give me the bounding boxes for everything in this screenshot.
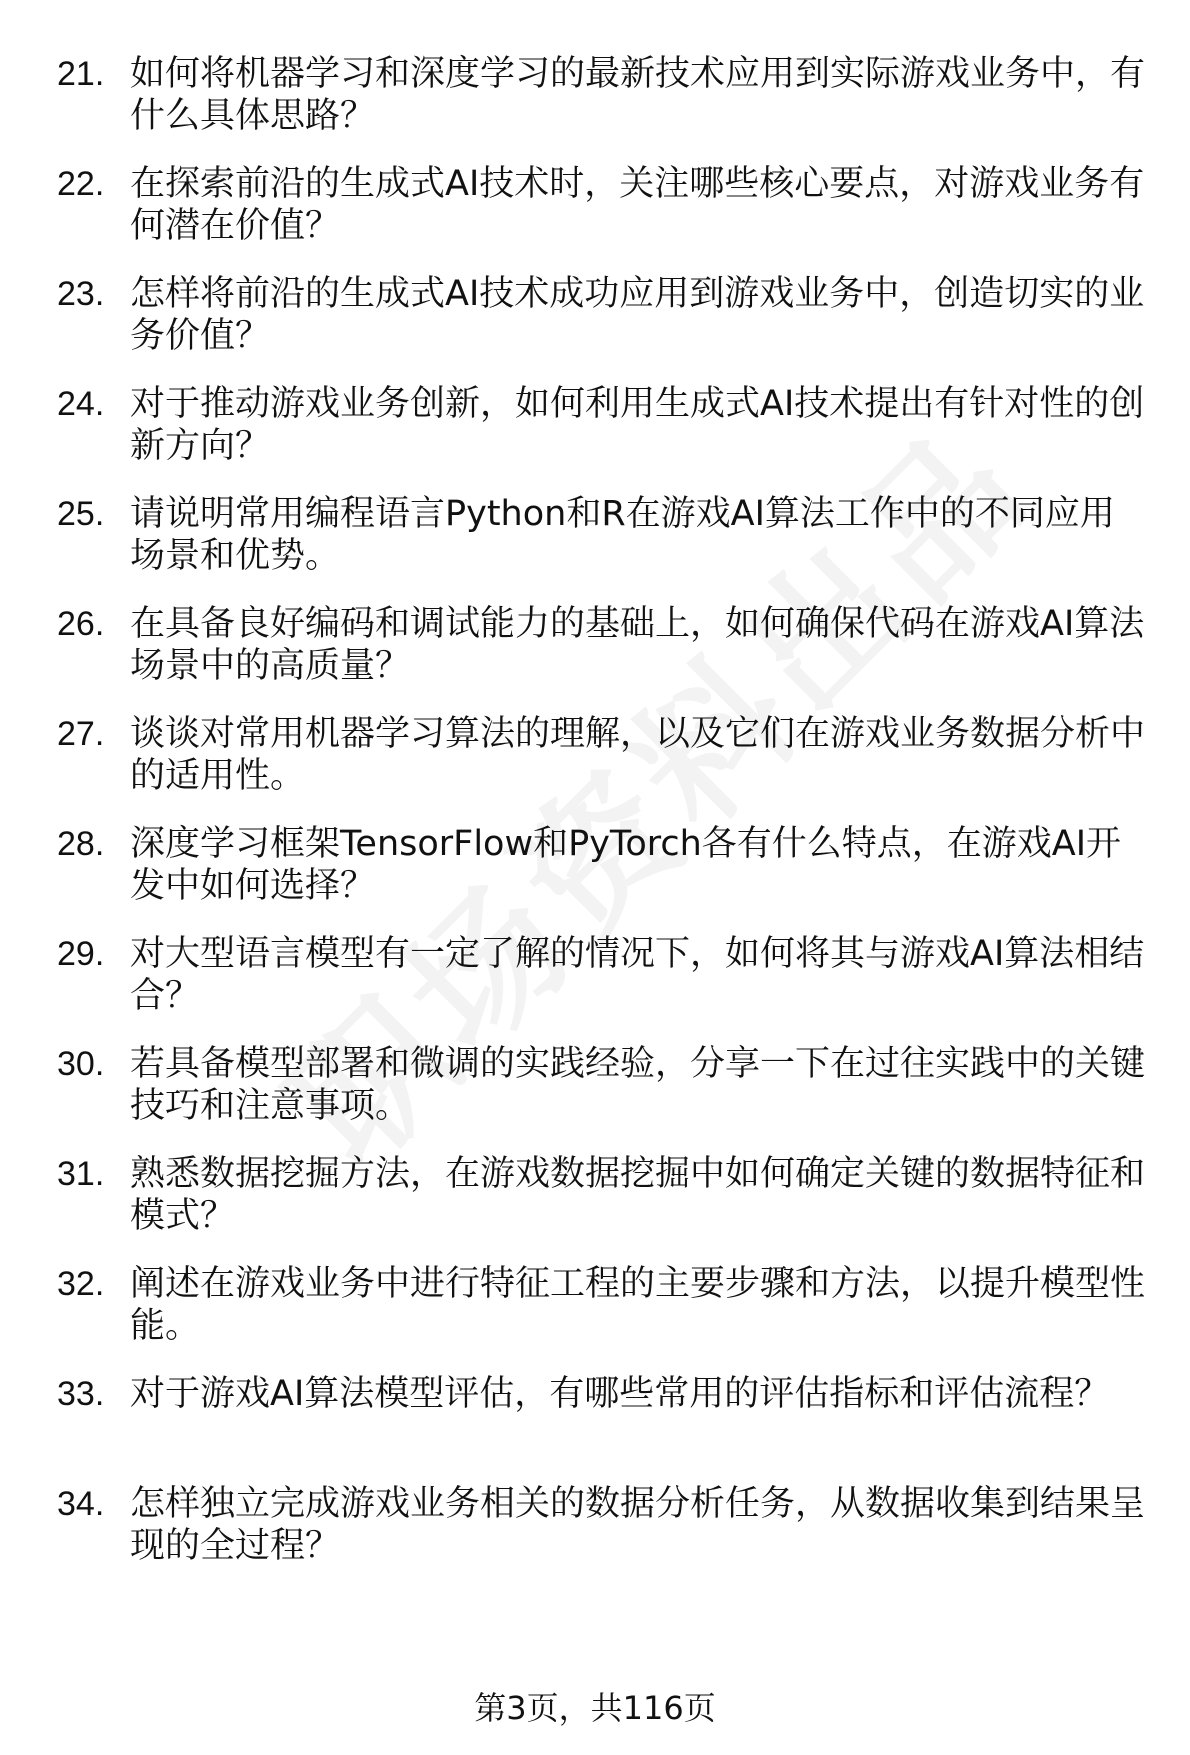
question-number: 31.	[57, 1155, 105, 1193]
question-number: 29.	[57, 935, 105, 973]
question-text: 怎样独立完成游戏业务相关的数据分析任务，从数据收集到结果呈现的全过程？	[130, 1484, 1146, 1566]
question-item	[57, 1373, 1157, 1415]
question-text: 对于推动游戏业务创新，如何利用生成式AI技术提出有针对性的创新方向？	[130, 384, 1145, 466]
question-text: 谈谈对常用机器学习算法的理解，以及它们在游戏业务数据分析中的适用性。	[130, 714, 1146, 796]
question-text: 在具备良好编码和调试能力的基础上，如何确保代码在游戏AI算法场景中的高质量？	[130, 604, 1145, 686]
question-item	[57, 1043, 1157, 1127]
question-item	[57, 1483, 1157, 1567]
question-number: 23.	[57, 275, 105, 313]
question-number: 22.	[57, 165, 105, 203]
question-item	[57, 163, 1157, 247]
question-item	[57, 1263, 1157, 1347]
question-item	[57, 273, 1157, 357]
question-number: 30.	[57, 1045, 105, 1083]
question-text: 请说明常用编程语言Python和R在游戏AI算法工作中的不同应用场景和优势。	[130, 494, 1115, 576]
question-item	[57, 603, 1157, 687]
question-number: 21.	[57, 55, 105, 93]
question-text: 熟悉数据挖掘方法，在游戏数据挖掘中如何确定关键的数据特征和模式？	[130, 1154, 1146, 1236]
question-item	[57, 493, 1157, 577]
question-text: 若具备模型部署和微调的实践经验，分享一下在过往实践中的关键技巧和注意事项。	[130, 1044, 1146, 1126]
question-item	[57, 713, 1157, 797]
question-item	[57, 933, 1157, 1017]
question-text: 对于游戏AI算法模型评估，有哪些常用的评估指标和评估流程？	[130, 1374, 1110, 1414]
question-number: 33.	[57, 1375, 105, 1413]
question-item	[57, 53, 1157, 137]
question-text: 深度学习框架TensorFlow和PyTorch各有什么特点，在游戏AI开发中如何选择？	[130, 824, 1122, 906]
question-text: 在探索前沿的生成式AI技术时，关注哪些核心要点，对游戏业务有何潜在价值？	[130, 164, 1145, 246]
question-number: 27.	[57, 715, 105, 753]
question-item	[57, 823, 1157, 907]
question-text: 如何将机器学习和深度学习的最新技术应用到实际游戏业务中，有什么具体思路？	[130, 54, 1146, 136]
question-item	[57, 1153, 1157, 1237]
question-number: 24.	[57, 385, 105, 423]
question-number: 34.	[57, 1485, 105, 1523]
question-number: 26.	[57, 605, 105, 643]
question-text: 怎样将前沿的生成式AI技术成功应用到游戏业务中，创造切实的业务价值？	[130, 274, 1145, 356]
question-text: 对大型语言模型有一定了解的情况下，如何将其与游戏AI算法相结合？	[130, 934, 1145, 1016]
question-number: 32.	[57, 1265, 105, 1303]
page-footer: 第3页，共116页	[474, 1689, 716, 1727]
question-item	[57, 383, 1157, 467]
question-text: 阐述在游戏业务中进行特征工程的主要步骤和方法，以提升模型性能。	[130, 1264, 1146, 1346]
question-number: 28.	[57, 825, 105, 863]
question-number: 25.	[57, 495, 105, 533]
